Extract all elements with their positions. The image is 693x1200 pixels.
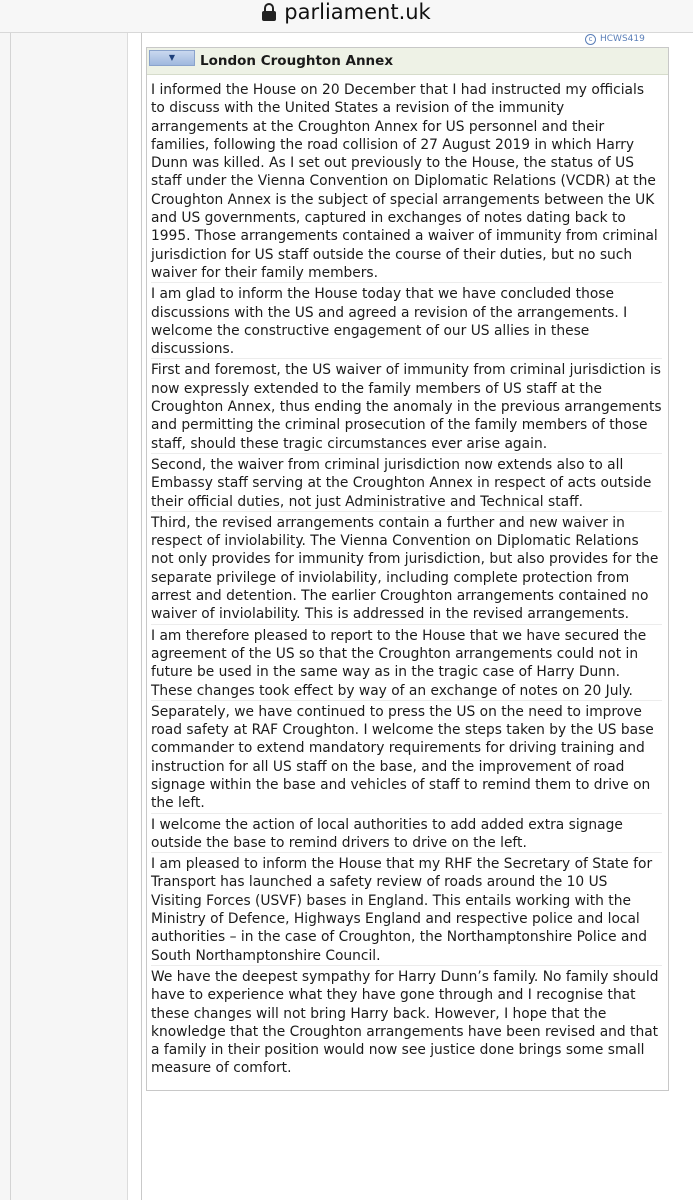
url-display[interactable] <box>0 0 693 24</box>
statement-paragraph: We have the deepest sympathy for Harry Dunn’s family. No family should have to experience what they have gone through and I recognise that these changes will not bring Harry back. However, I hope that the knowledge that the Croughton arrangements have been revised and that a family in their position would now see justice done brings some small measure of comfort. <box>151 968 659 1077</box>
statement-paragraph: I am pleased to inform the House that my RHF the Secretary of State for Transport has launched a safety review of roads around the 10 US Visiting Forces (USVF) bases in England. This entails working with the Ministry of Defence, Highways England and respective police and local authorities – in the case of Croughton, the Northamptonshire Police and South Northamptonshire Council. <box>151 855 662 966</box>
reference-label: HCWS419 <box>600 34 645 44</box>
browser-address-bar[interactable] <box>0 0 693 33</box>
statement-body <box>147 75 668 1090</box>
statement-paragraph: I am glad to inform the House today that we have concluded those discussions with the US and agreed a revision of the arrangements. I welcome the constructive engagement of our US allies in these discussions. <box>151 285 662 359</box>
collapse-toggle-button[interactable] <box>149 50 195 66</box>
chevron-down-icon: ▼ <box>168 53 176 62</box>
left-sidebar <box>0 33 128 1200</box>
section-title: London Croughton Annex <box>200 53 394 69</box>
statement-paragraph: First and foremost, the US waiver of immunity from criminal jurisdiction is now expressly extended to the family members of US staff at the Croughton Annex, thus ending the anomaly in the previous arrangements and permitting the criminal prosecution of the family members of those staff, should these tragic circumstances ever arise again. <box>151 361 662 453</box>
written-statement <box>146 47 669 1091</box>
statement-paragraph: I welcome the action of local authorities to add added extra signage outside the base to remind drivers to drive on the left. <box>151 816 662 854</box>
sidebar-divider <box>10 33 11 1200</box>
statement-paragraph: Second, the waiver from criminal jurisdiction now extends also to all Embassy staff serving at the Croughton Annex in respect of acts outside their official duties, not just Administrative and Technical staff. <box>151 456 662 512</box>
statement-paragraph: Third, the revised arrangements contain a further and new waiver in respect of inviolability. The Vienna Convention on Diplomatic Relations not only provides for immunity from jurisdiction, but also provides for the separate privilege of inviolability, including complete protection from arrest and detention. The earlier Croughton arrangements contained no waiver of inviolability. This is addressed in the revised arrangements. <box>151 514 662 625</box>
statement-reference[interactable] <box>585 33 645 45</box>
statement-paragraph: I am therefore pleased to report to the House that we have secured the agreement of the US so that the Croughton arrangements could not in future be used in the same way as in the tragic case of Harry Dunn. These changes took effect by way of an exchange of notes on 20 July. <box>151 627 662 701</box>
lock-icon <box>262 3 276 21</box>
section-header <box>147 48 668 75</box>
statement-paragraph: I informed the House on 20 December that I had instructed my officials to discuss with the United States a revision of the immunity arrangements at the Croughton Annex for US personnel and their families, following the road collision of 27 August 2019 in which Harry Dunn was killed. As I set out previously to the House, the status of US staff under the Vienna Convention on Diplomatic Relations (VCDR) at the Croughton Annex is the subject of special arrangements between the UK and US governments, captured in exchanges of notes dating back to 1995. Those arrangements contained a waiver of immunity from criminal jurisdiction for US staff outside the course of their duties, but no such waiver for their family members. <box>151 81 662 283</box>
copyright-icon: c <box>585 34 596 45</box>
statement-paragraph: Separately, we have continued to press the US on the need to improve road safety at RAF Croughton. I welcome the steps taken by the US base commander to extend mandatory requirements for driving training and instruction for all US staff on the base, and the improvement of road signage within the base and vehicles of staff to remind them to drive on the left. <box>151 703 662 814</box>
url-text: parliament.uk <box>284 0 431 24</box>
